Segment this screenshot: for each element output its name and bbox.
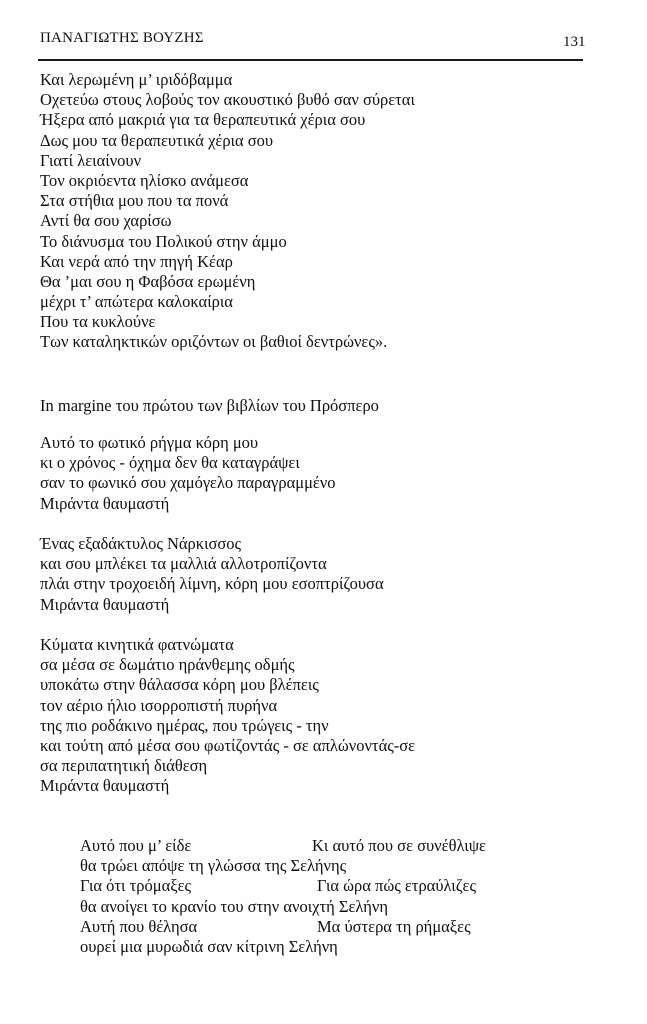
closing-left-phrase: Για ότι τρόμαξες [80, 876, 192, 896]
running-head: ΠΑΝΑΓΙΩΤΗΣ ΒΟΥΖΗΣ [40, 30, 204, 46]
verse-line: Γιατί λειαίνουν [40, 150, 142, 170]
poem-title [40, 396, 379, 416]
verse-line: κι ο χρόνος - όχημα δεν θα καταγράψει [40, 453, 300, 473]
verse-line: και σου μπλέκει τα μαλλιά αλλοτροπίζοντα [40, 554, 327, 574]
closing-right-phrase: Μα ύστερα τη ρήμαξες [317, 916, 471, 936]
closing-right-phrase: Κι αυτό που σε συνέθλιψε [312, 836, 486, 855]
verse-line: Και νερά από την πηγή Κέαρ [40, 251, 233, 271]
closing-left-phrase: Αυτή που θέλησα [80, 916, 198, 936]
verse-line: σα περιπατητική διάθεση [40, 756, 208, 776]
verse-line: Κύματα κινητικά φατνώματα [40, 635, 234, 654]
verse-line: Αντί θα σου χαρίσω [40, 211, 172, 231]
closing-right-phrase: Για ώρα πώς ετραύλιζες [317, 876, 477, 896]
opening-verse [40, 70, 415, 353]
verse-line: Των καταληκτικών οριζόντων οι βαθιοί δεντρώνες». [40, 332, 388, 352]
verse-line: Στα στήθια μου που τα πονά [40, 191, 229, 211]
verse-line: υποκάτω στην θάλασσα κόρη μου βλέπεις [40, 675, 319, 695]
closing-full-line: ουρεί μια μυρωδιά σαν κίτρινη Σελήνη [80, 936, 338, 956]
verse-line: μέχρι τ’ απώτερα καλοκαίρια [40, 292, 233, 312]
poem-title-text: In margine του πρώτου των βιβλίων του Πρόσπερο [40, 396, 379, 415]
verse-line: και τούτη από μέσα σου φωτίζοντάς - σε απλώνοντάς-σε [40, 735, 416, 755]
verse-line: Θα ’μαι σου η Φαβόσα ερωμένη [40, 271, 256, 291]
verse-line: σα μέσα σε δωμάτιο ηράνθεμης οδμής [40, 655, 295, 675]
verse-line: Και λερωμένη μ’ ιριδόβαμμα [40, 70, 233, 89]
verse-line: Αυτό το φωτικό ρήγμα κόρη μου [40, 433, 259, 452]
verse-line: Το διάνυσμα του Πολικού στην άμμο [40, 231, 287, 251]
verse-line: πλάι στην τροχοειδή λίμνη, κόρη μου εσοπτρίζουσα [40, 574, 384, 594]
page-number: 131 [563, 34, 586, 50]
refrain-line: Μιράντα θαυμαστή [40, 776, 170, 796]
header-rule [38, 59, 583, 61]
verse-line: Τον οκριόεντα ηλίσκο ανάμεσα [40, 170, 249, 190]
verse-line: Που τα κυκλούνε [40, 312, 156, 332]
verse-line: Ήξερα από μακριά για τα θεραπευτικά χέρια σου [40, 110, 366, 130]
stanza-1 [40, 433, 336, 514]
stanza-3 [40, 635, 415, 797]
verse-line: Ένας εξαδάκτυλος Νάρκισσος [40, 534, 242, 553]
refrain-line: Μιράντα θαυμαστή [40, 594, 170, 614]
closing-left-phrase: Αυτό που μ’ είδε [80, 836, 192, 855]
refrain-line: Μιράντα θαυμαστή [40, 493, 170, 513]
verse-line: σαν το φωνικό σου χαμόγελο παραγραμμένο [40, 473, 336, 493]
verse-line: Δως μου τα θεραπευτικά χέρια σου [40, 130, 274, 150]
verse-line: τον αέριο ήλιο ισορροπιστή πυρήνα [40, 695, 278, 715]
verse-line: της πιο ροδάκινο ημέρας, που τρώγεις - την [40, 715, 329, 735]
verse-line: Οχετεύω στους λοβούς τον ακουστικό βυθό σαν σύρεται [40, 90, 415, 110]
closing-full-line: θα τρώει απόψε τη γλώσσα της Σελήνης [80, 856, 347, 876]
closing-full-line: θα ανοίγει το κρανίο του στην ανοιχτή Σελήνη [80, 896, 388, 916]
stanza-2 [40, 534, 384, 615]
